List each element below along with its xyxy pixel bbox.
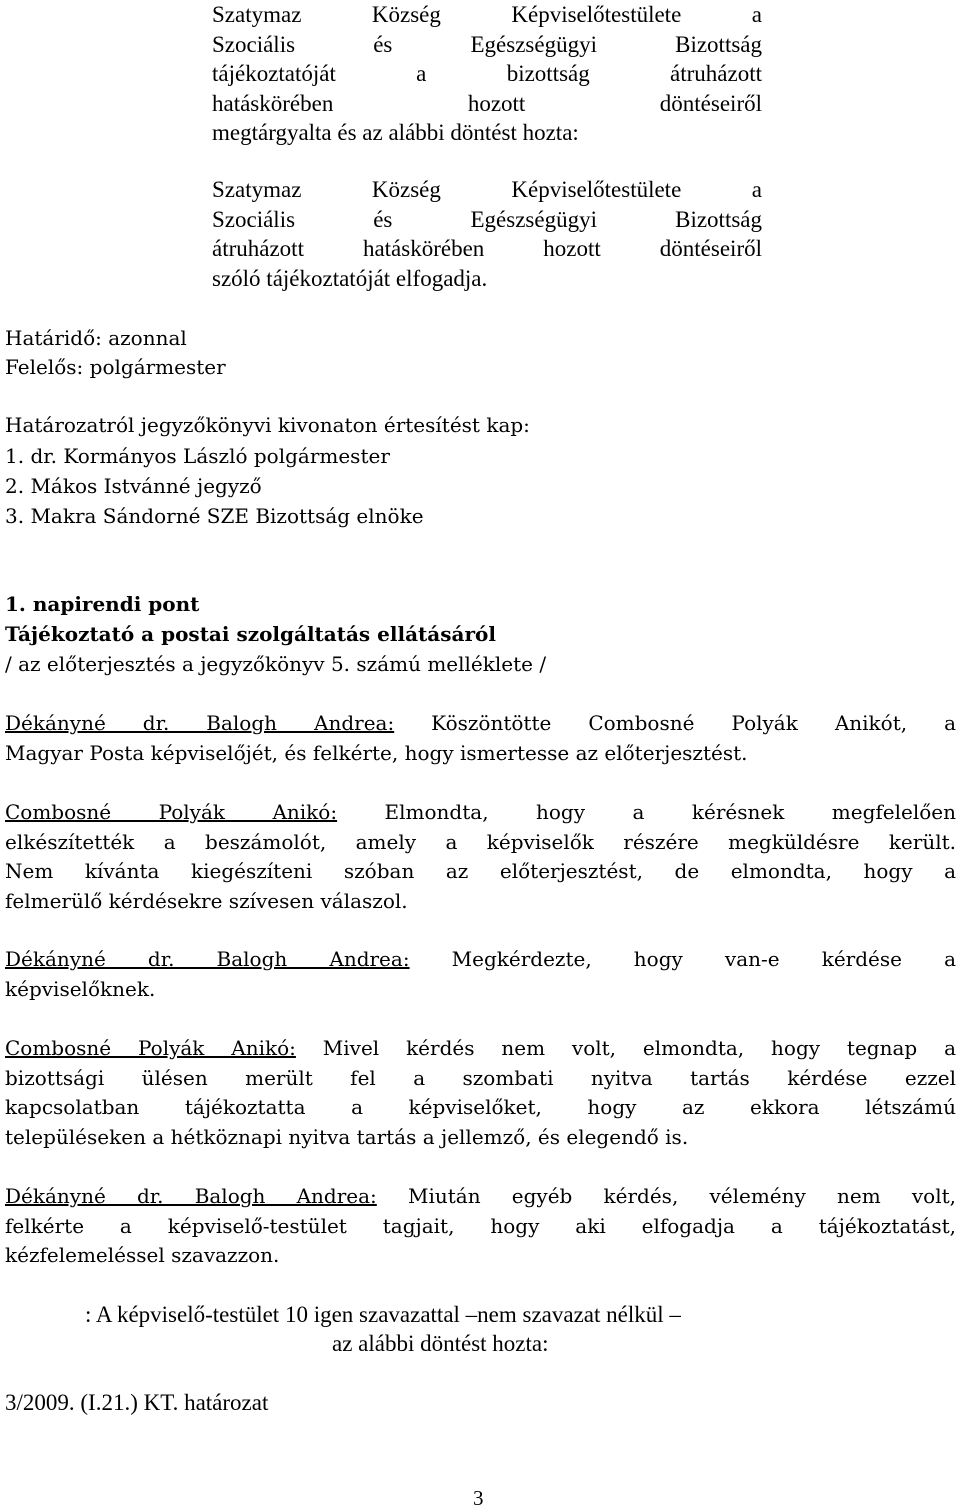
speech-text: Elmondta, hogy a kérésnek megfelelően [337,800,956,824]
speech-paragraph [5,798,956,916]
speech-line: településeken a hétköznapi nyitva tartás a jellemző, és elegendő is. [5,1124,689,1149]
intro-line: Szatymaz Község Képviselőtestülete a [212,2,762,27]
agenda-number-text: 1. napirendi pont [5,592,200,616]
speaker-name: Combosné Polyák Anikó: [5,1036,296,1060]
speech-first-line [5,798,956,828]
speech-paragraph [5,945,956,1004]
speech-line: képviselőknek. [5,976,156,1001]
speech-paragraph [5,1182,956,1271]
speech-text: Megkérdezte, hogy van-e kérdése a [409,947,956,971]
vote-result-continued: az alábbi döntést hozta: [332,1331,549,1356]
responsible: Felelős: polgármester [5,355,226,379]
speech-line: felmerülő kérdésekre szívesen válaszol. [5,888,408,913]
speech-first-line [5,709,956,739]
decision-line: Szociális és Egészségügyi Bizottság [212,206,762,232]
intro-line: hatáskörében hozott döntéseiről [212,90,762,116]
decision-line: átruházott hatáskörében hozott döntéseiről [212,236,762,261]
notify-item: 1. dr. Kormányos László polgármester [5,444,390,468]
page-number: 3 [473,1486,484,1510]
decision-line: szóló tájékoztatóját elfogadja. [212,265,488,291]
resolution-number: 3/2009. (I.21.) KT. határozat [5,1390,269,1415]
agenda-note: / az előterjesztés a jegyzőkönyv 5. számú melléklete / [5,652,547,676]
speech-line: Nem kívánta kiegészíteni szóban az előterjesztést, de elmondta, hogy a [5,859,956,883]
vote-result: : A képviselő-testület 10 igen szavazattal –nem szavazat nélkül – [85,1302,681,1327]
speech-line: kézfelemeléssel szavazzon. [5,1243,280,1267]
speech-text: Köszöntötte Combosné Polyák Anikót, a [394,711,956,735]
agenda-title [5,622,496,646]
speech-paragraph [5,1034,956,1152]
speech-text: Mivel kérdés nem volt, elmondta, hogy tegnap a [295,1036,956,1060]
notify-item: 2. Mákos Istvánné jegyző [5,474,262,498]
speech-first-line [5,945,956,975]
intro-line: megtárgyalta és az alábbi döntést hozta: [212,120,579,145]
notify-heading: Határozatról jegyzőkönyvi kivonaton értesítést kap: [5,413,530,437]
speech-line: felkérte a képviselő-testület tagjait, hogy aki elfogadja a tájékoztatást, [5,1213,956,1238]
agenda-title-text: Tájékoztató a postai szolgáltatás ellátásáról [5,622,496,646]
speech-first-line [5,1182,956,1212]
intro-line: Szociális és Egészségügyi Bizottság [212,31,762,57]
intro-block [212,0,762,148]
speaker-name: Dékányné dr. Balogh Andrea: [5,1184,377,1208]
deadline: Határidő: azonnal [5,326,187,350]
speech-line: elkészítették a beszámolót, amely a képviselők részére megküldésre került. [5,829,956,854]
speech-text: Miután egyéb kérdés, vélemény nem volt, [376,1184,956,1208]
speech-paragraph [5,709,956,768]
notify-item: 3. Makra Sándorné SZE Bizottság elnöke [5,504,424,528]
speaker-name: Dékányné dr. Balogh Andrea: [5,947,410,971]
agenda-number [5,592,199,616]
decision-line: Szatymaz Község Képviselőtestülete a [212,177,762,202]
intro-line: tájékoztatóját a bizottság átruházott [212,61,762,86]
speaker-name: Dékányné dr. Balogh Andrea: [5,711,395,735]
speech-line: Magyar Posta képviselőjét, és felkérte, hogy ismertesse az előterjesztést. [5,740,748,765]
speech-line: bizottsági ülésen merült fel a szombati nyitva tartás kérdése ezzel [5,1065,956,1090]
speech-first-line [5,1034,956,1064]
speaker-name: Combosné Polyák Anikó: [5,800,338,824]
speech-line: kapcsolatban tájékoztatta a képviselőket, hogy az ekkora létszámú [5,1095,956,1119]
decision-block [212,175,762,293]
